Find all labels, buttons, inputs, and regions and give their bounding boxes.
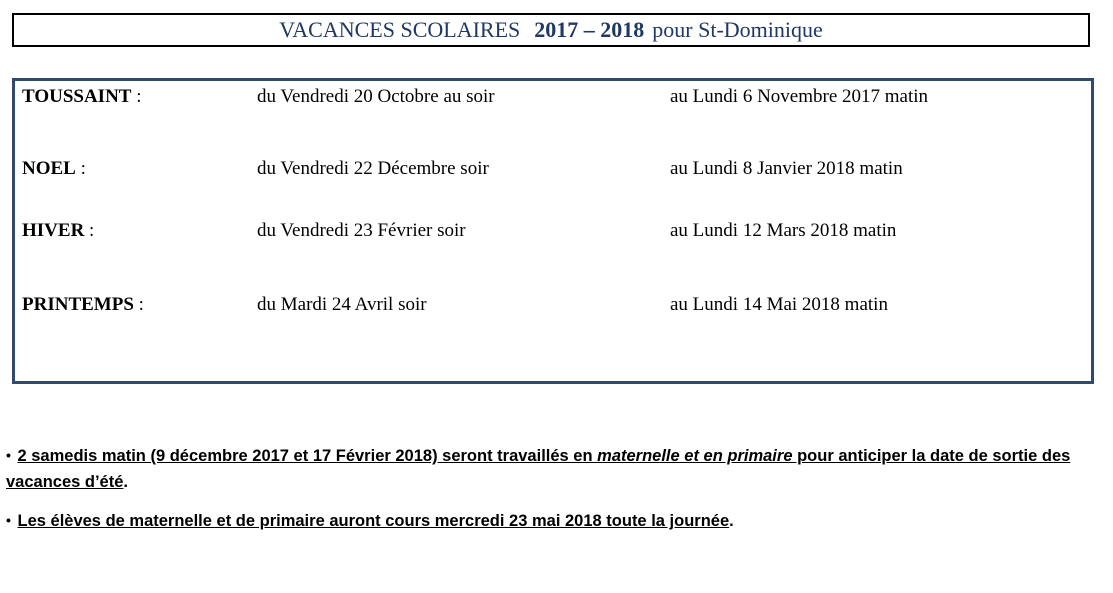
note-wednesday: • Les élèves de maternelle et de primaire auront cours mercredi 23 mai 2018 toute la journée. (6, 507, 1110, 534)
bullet-icon: • (6, 512, 11, 528)
holiday-start: du Vendredi 22 Décembre soir (257, 158, 489, 179)
holiday-end: au Lundi 8 Janvier 2018 matin (670, 158, 903, 179)
holiday-name: NOEL : (22, 158, 86, 179)
holiday-start: du Vendredi 23 Février soir (257, 220, 466, 241)
title-years: 2017 – 2018 (534, 17, 645, 42)
holiday-name: PRINTEMPS : (22, 294, 144, 315)
notes-section (6, 442, 1110, 546)
holiday-end: au Lundi 12 Mars 2018 matin (670, 220, 897, 241)
holiday-end: au Lundi 6 Novembre 2017 matin (670, 86, 929, 107)
title-main: VACANCES SCOLAIRES (279, 17, 521, 42)
bullet-icon: • (6, 447, 11, 463)
holiday-row-hiver (15, 218, 1091, 244)
holiday-name: TOUSSAINT : (22, 86, 142, 107)
holiday-start: du Vendredi 20 Octobre au soir (257, 86, 495, 107)
holiday-end: au Lundi 14 Mai 2018 matin (670, 294, 888, 315)
holiday-row-noel (15, 156, 1091, 182)
holidays-table (12, 78, 1094, 384)
holiday-row-printemps (15, 292, 1091, 318)
holiday-row-toussaint (15, 84, 1091, 110)
holiday-name: HIVER : (22, 220, 95, 241)
holiday-start: du Mardi 24 Avril soir (257, 294, 427, 315)
note-saturdays: • 2 samedis matin (9 décembre 2017 et 17 Février 2018) seront travaillés en maternelle et en primaire pour anticiper la date de sortie des vacances d’été. (6, 442, 1110, 495)
page-title (12, 13, 1090, 47)
title-school: pour St-Dominique (652, 17, 823, 42)
